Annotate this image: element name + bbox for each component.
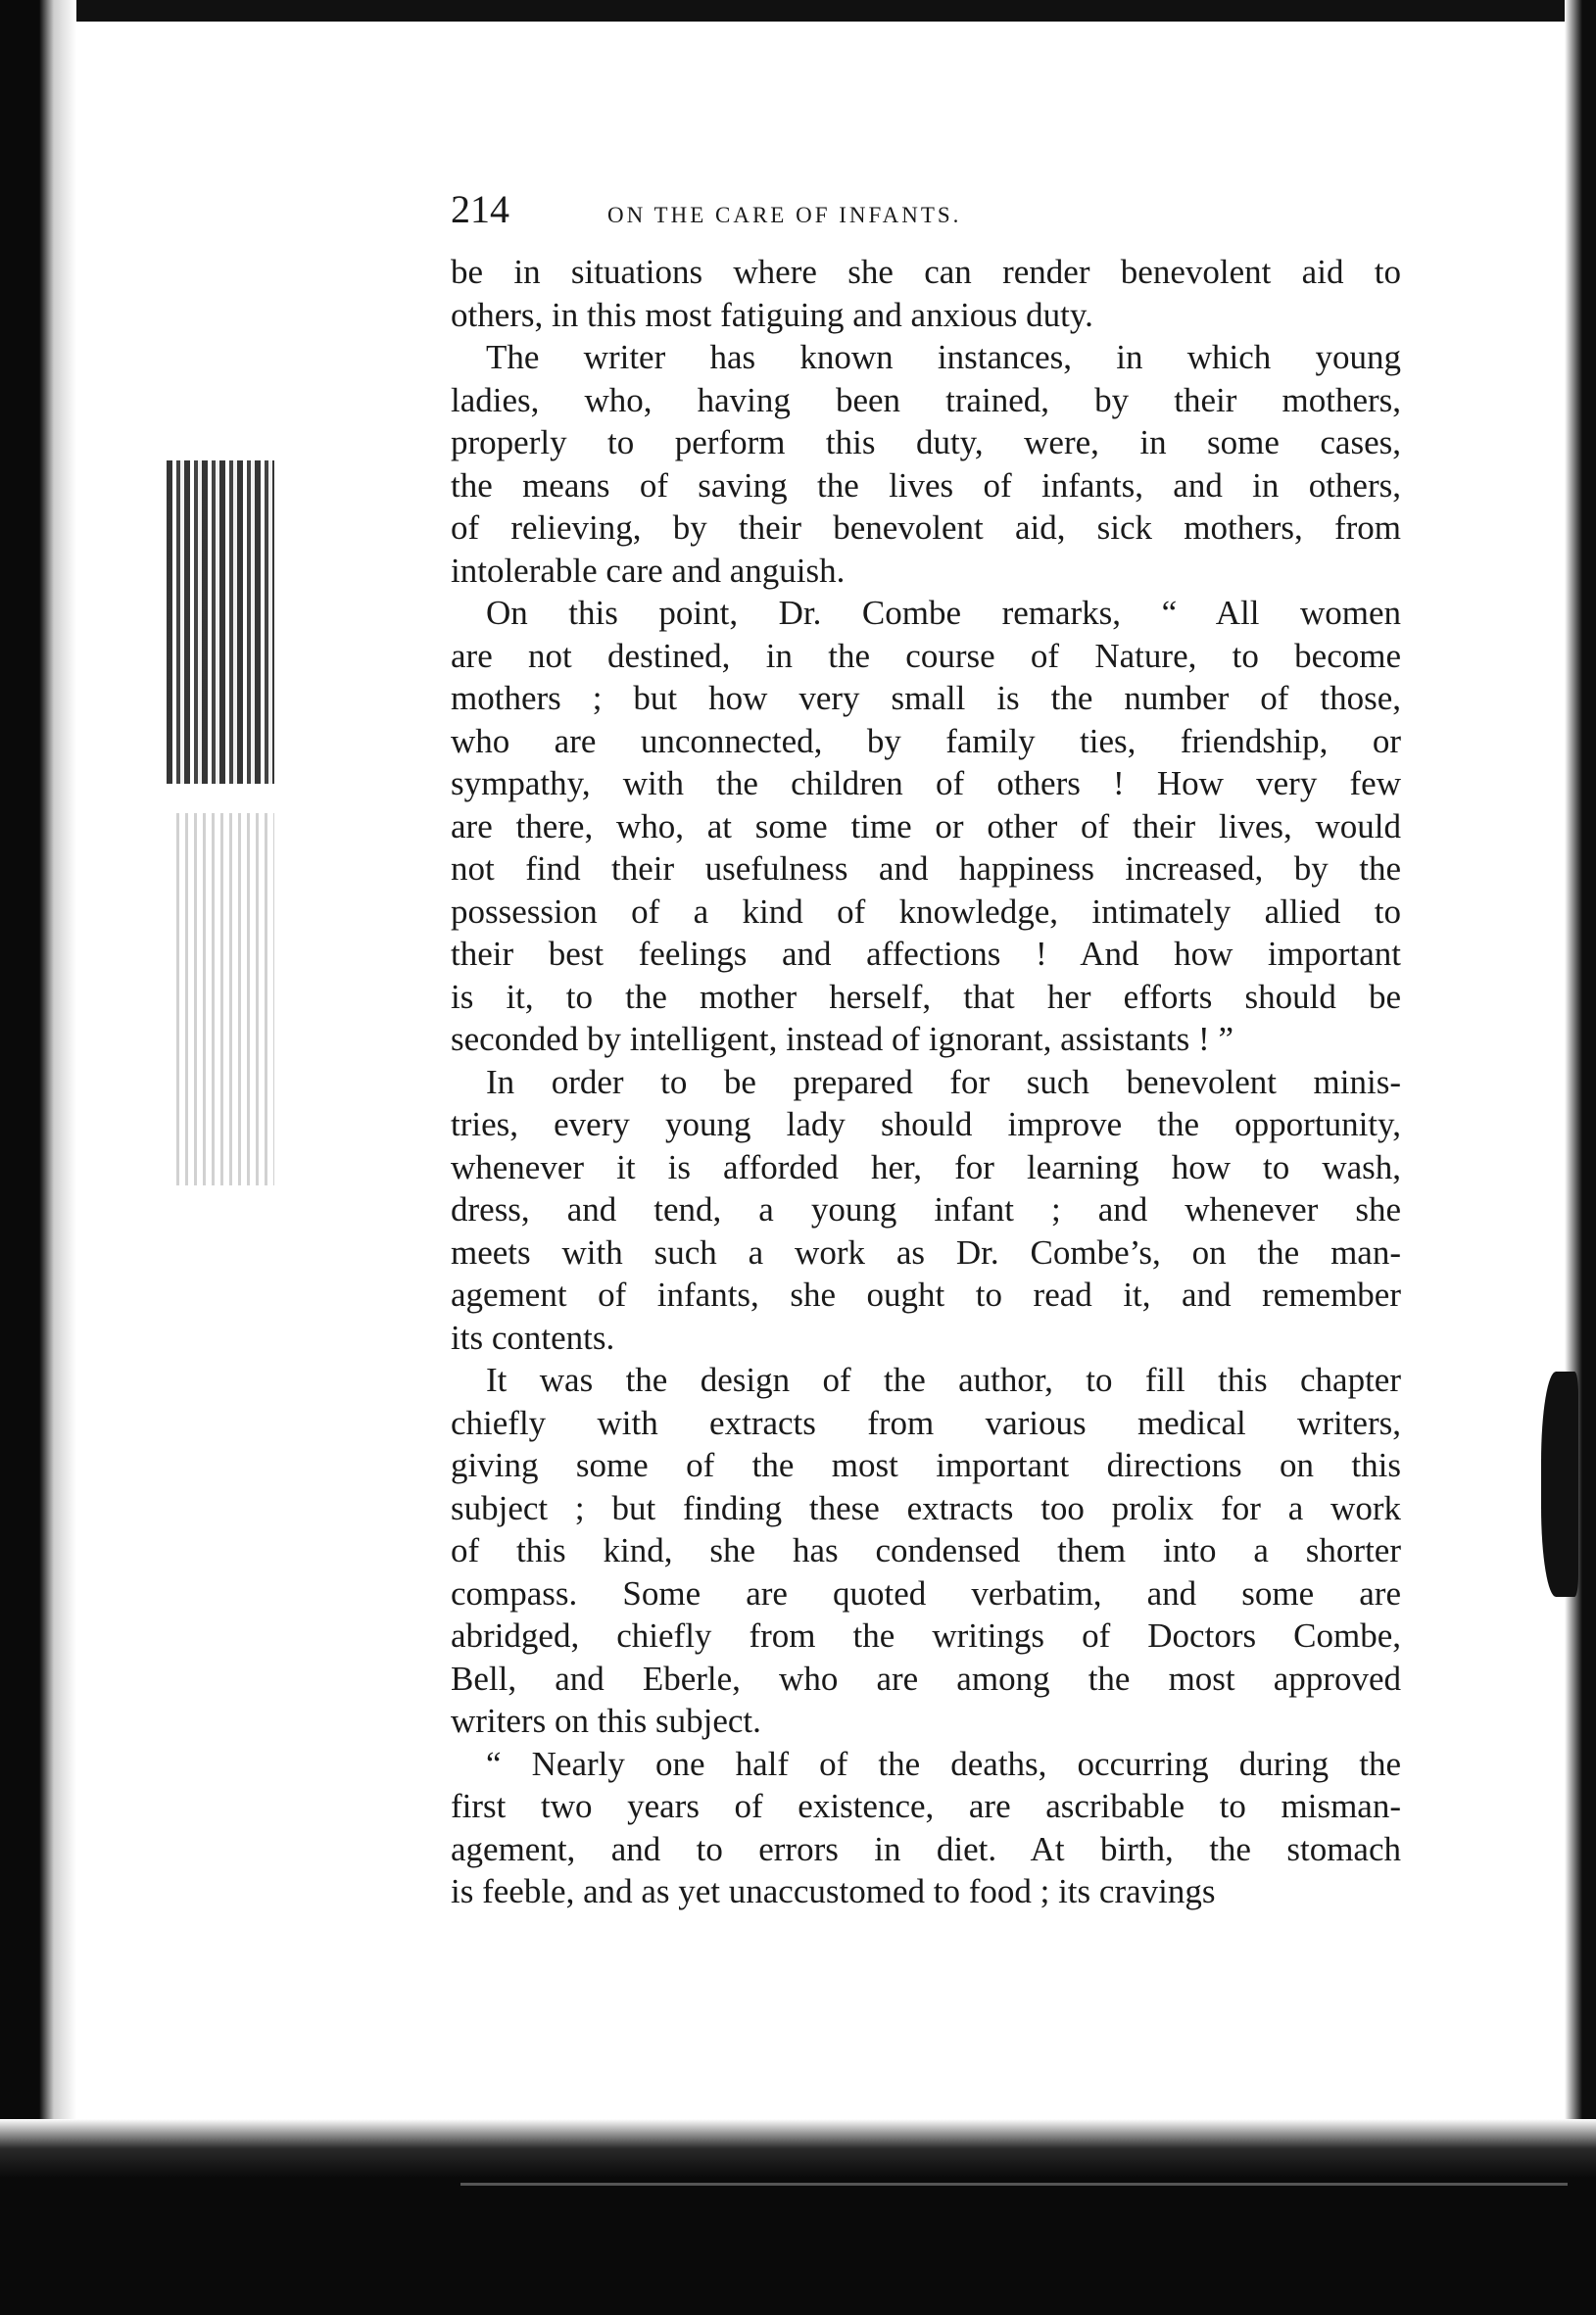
text-line: its contents. [451, 1318, 615, 1357]
page-header [451, 186, 1401, 245]
text-line: On this point, Dr. Combe remarks, “ All women [486, 594, 1401, 632]
book-page [451, 186, 1401, 1913]
text-line: The writer has known instances, in which young [486, 338, 1401, 376]
scan-right-edge [1565, 0, 1596, 2315]
text-line: dress, and tend, a young infant ; and whenever she [451, 1190, 1401, 1229]
text-line: is feeble, and as yet unaccustomed to food ; its cravings [451, 1872, 1216, 1910]
text-line: In order to be prepared for such benevolent minis- [486, 1062, 1401, 1101]
paragraph [451, 1359, 1401, 1743]
text-line: first two years of existence, are ascribable to misman- [451, 1787, 1401, 1825]
text-line: abridged, chiefly from the writings of Doctors Combe, [451, 1616, 1401, 1655]
text-line: compass. Some are quoted verbatim, and some are [451, 1573, 1401, 1613]
text-line: of relieving, by their benevolent aid, sick mothers, from [451, 508, 1401, 547]
text-line: mothers ; but how very small is the number of those, [451, 679, 1401, 717]
text-line: giving some of the most important directions on this [451, 1446, 1401, 1484]
text-line: agement of infants, she ought to read it, and remember [451, 1276, 1401, 1314]
paragraph [451, 251, 1401, 336]
text-line: tries, every young lady should improve the opportunity, [451, 1105, 1401, 1143]
paragraph [451, 336, 1401, 592]
text-line: are not destined, in the course of Nature, to become [451, 636, 1401, 675]
text-line: agement, and to errors in diet. At birth, the stomach [451, 1829, 1401, 1868]
text-line: ladies, who, having been trained, by their mothers, [451, 380, 1401, 419]
text-line: properly to perform this duty, were, in some cases, [451, 423, 1401, 461]
body-text [451, 251, 1401, 1913]
text-line: be in situations where she can render benevolent aid to [451, 253, 1401, 291]
page-number: 214 [451, 187, 509, 231]
text-line: of this kind, she has condensed them into a shorter [451, 1531, 1401, 1569]
text-line: are there, who, at some time or other of their lives, would [451, 806, 1401, 845]
paragraph [451, 1743, 1401, 1913]
text-line: not find their usefulness and happiness increased, by the [451, 849, 1401, 888]
scan-right-blot [1541, 1372, 1578, 1597]
text-line: writers on this subject. [451, 1702, 761, 1740]
gutter-bleed-light [176, 813, 274, 1185]
text-line: who are unconnected, by family ties, friendship, or [451, 721, 1401, 760]
text-line: It was the design of the author, to fill this chapter [486, 1361, 1401, 1399]
text-line: seconded by intelligent, instead of ignorant, assistants ! ” [451, 1020, 1233, 1058]
text-line: meets with such a work as Dr. Combe’s, on the man- [451, 1232, 1401, 1272]
text-line: whenever it is afforded her, for learning how to wash, [451, 1147, 1401, 1186]
text-line: others, in this most fatiguing and anxious duty. [451, 295, 1093, 334]
scan-bottom-edge [0, 2119, 1596, 2315]
text-line: intolerable care and anguish. [451, 551, 846, 590]
text-line: Bell, and Eberle, who are among the most approved [451, 1659, 1401, 1698]
text-line: is it, to the mother herself, that her efforts should be [451, 977, 1401, 1016]
scan-bottom-rule [460, 2183, 1568, 2186]
text-line: chiefly with extracts from various medical writers, [451, 1403, 1401, 1442]
text-line: “ Nearly one half of the deaths, occurring during the [486, 1744, 1401, 1783]
text-line: their best feelings and affections ! And how important [451, 935, 1401, 973]
scan-left-edge [0, 0, 76, 2315]
running-head: ON THE CARE OF INFANTS. [607, 203, 962, 227]
text-line: sympathy, with the children of others ! How very few [451, 764, 1401, 802]
paragraph [451, 1061, 1401, 1360]
text-line: the means of saving the lives of infants, and in others, [451, 465, 1401, 505]
paragraph [451, 592, 1401, 1061]
scan-top-edge [39, 0, 1587, 22]
text-line: possession of a kind of knowledge, intimately allied to [451, 892, 1401, 931]
gutter-bleed-dark [167, 460, 274, 784]
text-line: subject ; but finding these extracts too prolix for a work [451, 1488, 1401, 1527]
